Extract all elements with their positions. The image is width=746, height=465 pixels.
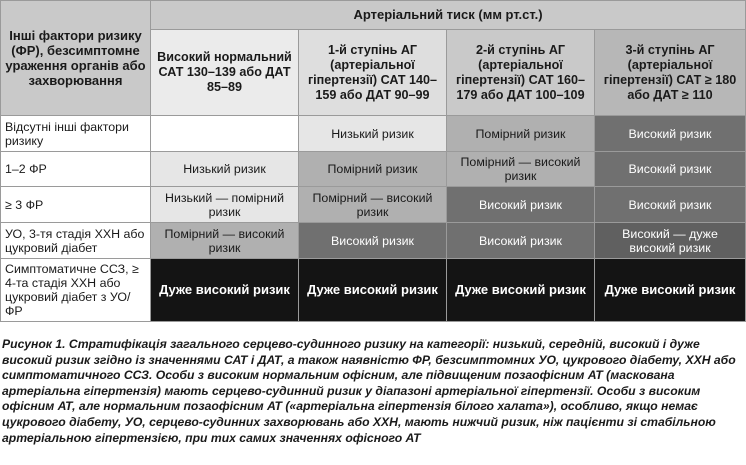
header-grade-2: 2-й ступінь АГ (артеріальної гіпертензії) САТ 160–179 або ДАТ 100–109 (447, 30, 595, 116)
risk-cell: Помірний ризик (299, 152, 447, 187)
risk-cell: Помірний — високий ризик (299, 187, 447, 223)
risk-cell: Помірний — високий ризик (151, 223, 299, 259)
header-grade-3: 3-й ступінь АГ (артеріальної гіпертензії) САТ ≥ 180 або ДАТ ≥ 110 (595, 30, 746, 116)
risk-cell: Високий ризик (299, 223, 447, 259)
table-row (1, 259, 746, 322)
risk-cell: Низький ризик (151, 152, 299, 187)
risk-cell: Високий ризик (447, 223, 595, 259)
risk-cell: Дуже високий ризик (595, 259, 746, 322)
table-row (1, 223, 746, 259)
row-label: 1–2 ФР (1, 152, 151, 187)
row-label: ≥ 3 ФР (1, 187, 151, 223)
row-label: Симптоматичне ССЗ, ≥ 4-та стадія ХХН або цукровий діабет з УО/ФР (1, 259, 151, 322)
row-label: УО, 3-тя стадія ХХН або цукровий діабет (1, 223, 151, 259)
risk-cell: Дуже високий ризик (299, 259, 447, 322)
risk-cell: Високий ризик (595, 116, 746, 152)
risk-cell: Дуже високий ризик (447, 259, 595, 322)
risk-cell: Низький — помірний ризик (151, 187, 299, 223)
risk-cell: Високий ризик (447, 187, 595, 223)
risk-cell: Високий ризик (595, 187, 746, 223)
table-row (1, 116, 746, 152)
risk-cell: Дуже високий ризик (151, 259, 299, 322)
row-label: Відсутні інші фактори ризику (1, 116, 151, 152)
table-row (1, 187, 746, 223)
header-risk-factors: Інші фактори ризику (ФР), безсимптомне ураження органів або захворювання (1, 1, 151, 116)
table-row (1, 152, 746, 187)
figure-caption: Рисунок 1. Стратифікація загального серцево-судинного ризику на категорії: низький, середній, високий і дуже високий ризик згідно із значеннями САТ і ДАТ, а також наявністю ФР, безсимптомних УО, цукрового діабету, ХХН або симптоматичного ССЗ. Особи з високим нормальним офісним, але підвищеним позаофісним АТ (маскована артеріальна гіпертензія) мають серцево-судинний ризик у діапазоні артеріальної гіпертензії. Особи з високим офісним АТ, але нормальним позаофісним АТ («артеріальна гіпертензія білого халата»), особливо, якщо немає цукрового діабету, УО, серцево-судинних захворювань або ХХН, мають нижчий ризик, ніж пацієнти зі стабільною артеріальною гіпертензією, при тих самих значеннях офісного АТ (2, 337, 736, 445)
risk-cell: Високий ризик (595, 152, 746, 187)
risk-cell (151, 116, 299, 152)
risk-cell: Помірний — високий ризик (447, 152, 595, 187)
header-high-normal: Високий нормальний САТ 130–139 або ДАТ 85–89 (151, 30, 299, 116)
risk-cell: Низький ризик (299, 116, 447, 152)
risk-cell: Високий — дуже високий ризик (595, 223, 746, 259)
risk-cell: Помірний ризик (447, 116, 595, 152)
header-blood-pressure: Артеріальний тиск (мм рт.ст.) (151, 1, 746, 30)
header-grade-1: 1-й ступінь АГ (артеріальної гіпертензії) САТ 140–159 або ДАТ 90–99 (299, 30, 447, 116)
